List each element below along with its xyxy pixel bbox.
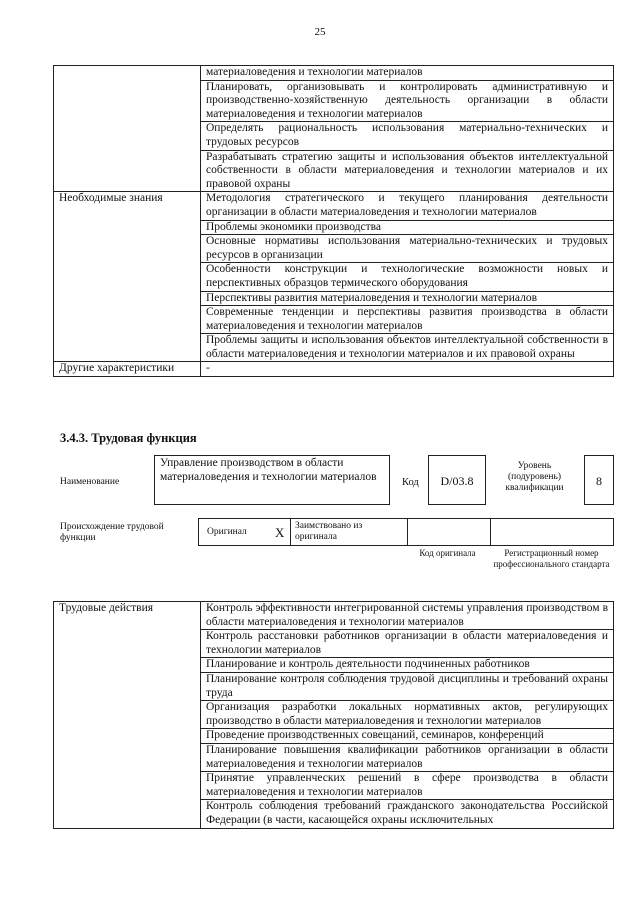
table-row	[54, 66, 614, 81]
table-cell: Современные тенденции и перспективы развития производства в области материаловедения и технологии материалов	[201, 306, 614, 334]
function-name: Управление производством в области материаловедения и технологии материалов	[160, 457, 377, 483]
table-cell: Разрабатывать стратегию защиты и использования объектов интеллектуальной собственности в области материаловедения и технологии материалов и их правовой охраны	[201, 150, 614, 192]
origin-label: Происхождение трудовой функции	[60, 522, 164, 543]
table-row	[54, 362, 614, 377]
table-cell: Проблемы защиты и использования объектов интеллектуальной собственности в области материаловедения и технологии материалов и их правовой охраны	[201, 334, 614, 362]
table-cell: Планирование контроля соблюдения трудовой дисциплины и требований охраны труда	[201, 672, 614, 700]
table-cell: Определять рациональность использования материально-технических и трудовых ресурсов	[201, 122, 614, 150]
origin-box	[198, 518, 614, 546]
table-cell: Контроль расстановки работников организации в области материаловедения и технологии материалов	[201, 630, 614, 658]
table-cell: Организация разработки локальных нормативных актов, регулирующих производство в области материаловедения и технологии материалов	[201, 701, 614, 729]
borrowed-cell	[290, 519, 407, 545]
table-cell: Проблемы экономики производства	[201, 220, 614, 235]
reg-number-cell	[490, 519, 615, 545]
original-mark: X	[275, 525, 285, 540]
row-label-actions: Трудовые действия	[54, 602, 201, 829]
table-cell: Методология стратегического и текущего планирования деятельности организации в области материаловедения и технологии материалов	[201, 192, 614, 220]
level-label: Уровень (подуровень) квалификации	[505, 461, 564, 493]
page-number: 25	[314, 26, 326, 38]
competency-table	[53, 65, 614, 377]
table-cell: Контроль эффективности интегрированной системы управления производством в области материаловедения и технологии материалов	[201, 602, 614, 630]
section-title: 3.4.3. Трудовая функция	[60, 431, 197, 445]
table-cell: Проведение производственных совещаний, семинаров, конференций	[201, 729, 614, 744]
row-label-other: Другие характеристики	[54, 362, 201, 377]
table-cell: Особенности конструкции и технологические возможности новых и перспективных образцов термического оборудования	[201, 263, 614, 291]
level-value: 8	[596, 474, 602, 488]
table-cell: Планирование повышения квалификации работников организации в области материаловедения и технологии материалов	[201, 743, 614, 771]
table-cell: Планировать, организовывать и контролировать административную и производственно-хозяйственную деятельность организации в области материаловедения и технологии материалов	[201, 80, 614, 122]
table-cell: Основные нормативы использования материально-технических и трудовых ресурсов в организации	[201, 235, 614, 263]
table-cell: -	[201, 362, 614, 377]
borrowed-label: Заимствовано из оригинала	[295, 521, 363, 542]
name-label: Наименование	[60, 477, 120, 487]
reg-number-caption: Регистрационный номер профессионального стандарта	[493, 548, 610, 569]
table-cell: Перспективы развития материаловедения и технологии материалов	[201, 291, 614, 306]
code-value: D/03.8	[440, 474, 474, 488]
table-cell: Контроль соблюдения требований гражданского законодательства Российской Федерации (в части, касающейся охраны исключительных	[201, 800, 614, 828]
table-cell: материаловедения и технологии материалов	[201, 66, 614, 81]
table-cell: Принятие управленческих решений в сфере производства в области материаловедения и технологии материалов	[201, 772, 614, 800]
table-cell: Планирование и контроль деятельности подчиненных работников	[201, 658, 614, 673]
code-box	[428, 455, 486, 505]
origin-code-caption: Код оригинала	[419, 548, 476, 558]
row-label	[54, 66, 201, 192]
row-label-knowledge: Необходимые знания	[54, 192, 201, 362]
original-label: Оригинал	[207, 527, 247, 537]
table-row	[54, 602, 614, 630]
function-name-box	[154, 455, 390, 505]
level-box	[584, 455, 614, 505]
origin-code-cell	[407, 519, 490, 545]
code-label: Код	[402, 477, 419, 488]
table-row	[54, 192, 614, 220]
labor-actions-table	[53, 601, 614, 829]
